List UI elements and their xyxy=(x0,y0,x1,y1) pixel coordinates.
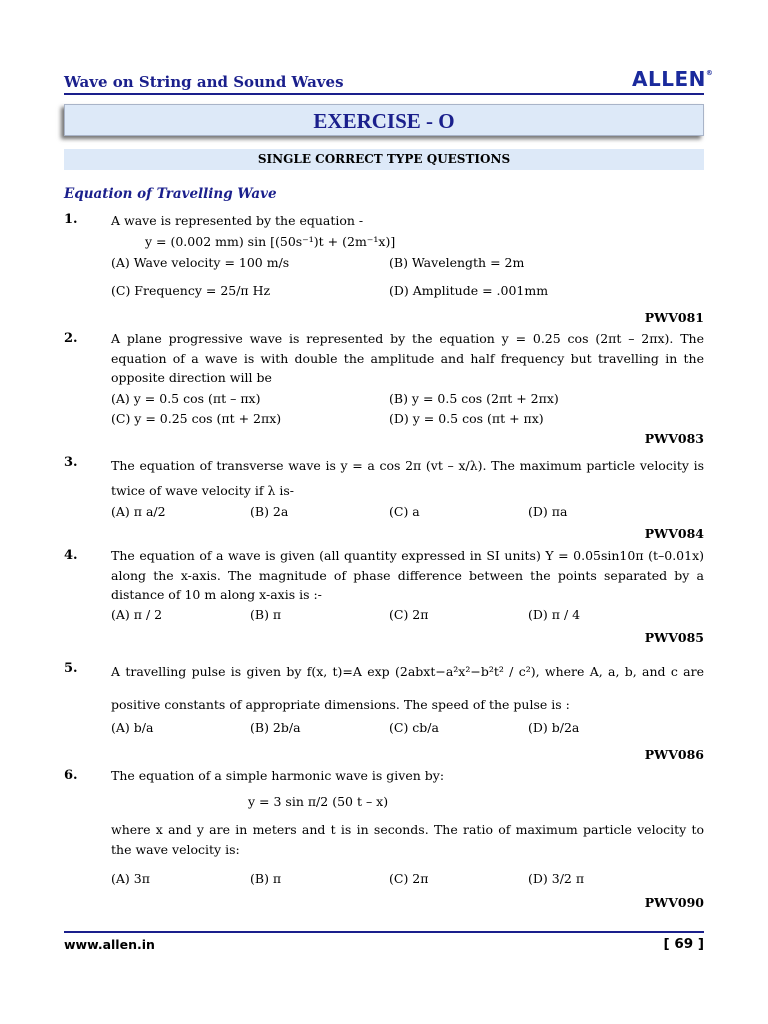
footer-rule xyxy=(64,931,704,933)
header-rule xyxy=(64,93,704,95)
question-equation: y = (0.002 mm) sin [(50s⁻¹)t + (2m⁻¹x)] xyxy=(145,234,396,249)
question-stem: The equation of a wave is given (all quantity expressed in SI units) Y = 0.05sin10π (t–0.01x) along the x-axis. The magnitude of phase difference between the points separated by a distance of 10 m along x-axis is :- xyxy=(111,548,704,602)
question-stem: The equation of transverse wave is y = a cos 2π (vt – x/λ). The maximum particle velocity is twice of wave velocity if λ is- xyxy=(111,458,704,498)
question-number: 2. xyxy=(64,331,78,346)
option-d: (D) b/2a xyxy=(528,720,580,735)
question-equation: y = 3 sin π/2 (50 t – x) xyxy=(248,794,389,809)
exercise-title: EXERCISE - O xyxy=(64,104,704,136)
option-a: (A) Wave velocity = 100 m/s xyxy=(111,255,290,270)
question-code: PWV083 xyxy=(644,431,704,446)
allen-logo xyxy=(632,67,713,91)
question-number: 4. xyxy=(64,548,78,563)
option-a: (A) π / 2 xyxy=(111,607,163,622)
option-b: (B) π xyxy=(250,871,282,886)
brand-name: ALLEN xyxy=(632,67,706,91)
option-d: (D) π / 4 xyxy=(528,607,581,622)
option-d: (D) y = 0.5 cos (πt + πx) xyxy=(389,411,544,426)
question-code: PWV081 xyxy=(644,310,704,325)
question-number: 1. xyxy=(64,212,78,227)
question-code: PWV090 xyxy=(644,895,704,910)
question-code: PWV084 xyxy=(644,526,704,541)
option-a: (A) b/a xyxy=(111,720,154,735)
option-c: (C) Frequency = 25/π Hz xyxy=(111,283,271,298)
website-link[interactable]: www.allen.in xyxy=(64,937,155,952)
option-b: (B) y = 0.5 cos (2πt + 2πx) xyxy=(389,391,559,406)
option-a: (A) 3π xyxy=(111,871,150,886)
question-stem-continued: where x and y are in meters and t is in seconds. The ratio of maximum particle velocity to the wave velocity is: xyxy=(111,822,704,857)
option-c: (C) y = 0.25 cos (πt + 2πx) xyxy=(111,411,282,426)
option-b: (B) 2a xyxy=(250,504,289,519)
chapter-title: Wave on String and Sound Waves xyxy=(64,73,344,91)
option-b: (B) 2b/a xyxy=(250,720,301,735)
question-number: 6. xyxy=(64,768,78,783)
question-stem: The equation of a simple harmonic wave is given by: xyxy=(111,768,445,783)
question-code: PWV086 xyxy=(644,747,704,762)
option-d: (D) Amplitude = .001mm xyxy=(389,283,549,298)
question-code: PWV085 xyxy=(644,630,704,645)
question-stem: A wave is represented by the equation - xyxy=(111,213,364,228)
topic-heading: Equation of Travelling Wave xyxy=(64,186,277,202)
registered-mark: ® xyxy=(705,69,714,77)
question-stem: A plane progressive wave is represented by the equation y = 0.25 cos (2πt – 2πx). The equation of a wave is with double the amplitude and half frequency but travelling in the opposite direction will be xyxy=(111,331,704,385)
option-b: (B) Wavelength = 2m xyxy=(389,255,525,270)
option-c: (C) a xyxy=(389,504,420,519)
option-c: (C) cb/a xyxy=(389,720,439,735)
option-d: (D) πa xyxy=(528,504,568,519)
option-c: (C) 2π xyxy=(389,607,429,622)
question-number: 5. xyxy=(64,661,78,676)
option-b: (B) π xyxy=(250,607,282,622)
option-a: (A) y = 0.5 cos (πt – πx) xyxy=(111,391,261,406)
question-number: 3. xyxy=(64,455,78,470)
option-c: (C) 2π xyxy=(389,871,429,886)
section-band: SINGLE CORRECT TYPE QUESTIONS xyxy=(64,149,704,170)
question-stem: A travelling pulse is given by f(x, t)=A exp (2abxt−a²x²−b²t² / c²), where A, a, b, and c are positive constants of appropriate dimensions. The speed of the pulse is : xyxy=(111,664,704,712)
page-number: [ 69 ] xyxy=(663,936,704,952)
option-d: (D) 3/2 π xyxy=(528,871,585,886)
option-a: (A) π a/2 xyxy=(111,504,166,519)
